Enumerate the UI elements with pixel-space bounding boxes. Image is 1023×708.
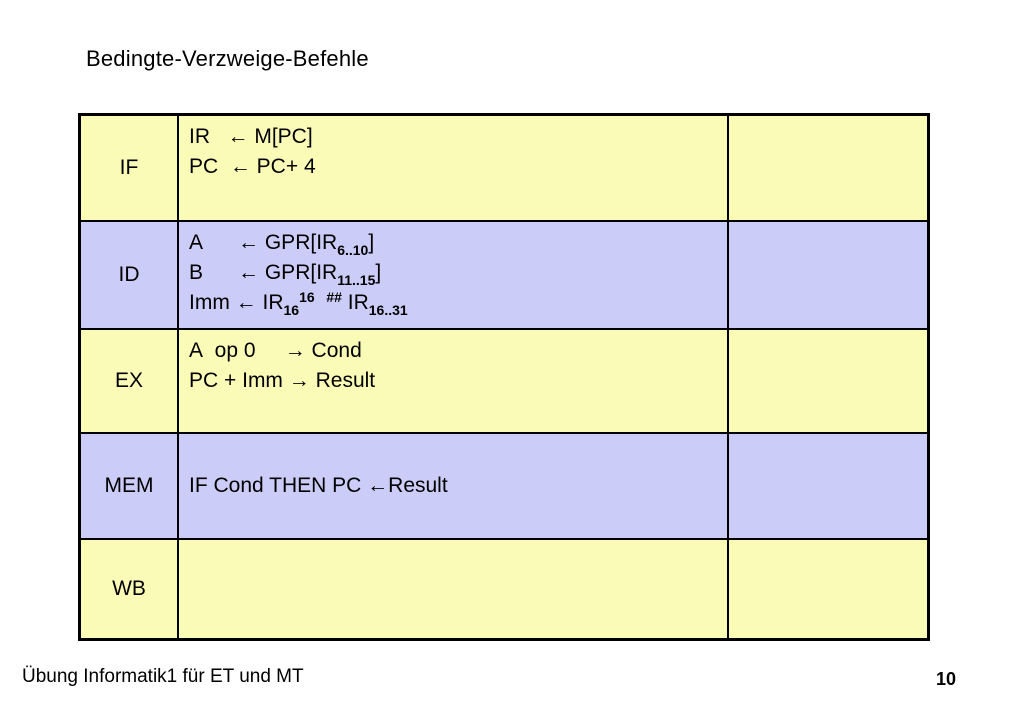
table-row-wb	[81, 540, 927, 638]
stage-label-ex: EX	[81, 330, 179, 432]
empty-cell-ex	[729, 330, 927, 432]
stage-label-wb: WB	[81, 540, 179, 638]
formula-line: PC + Imm → Result	[189, 369, 376, 392]
formula-line: Imm ← $IR_{16}^{16}$ ## $IR_{16..31}$	[189, 289, 408, 318]
content-cell-mem	[179, 434, 729, 538]
formula-line: A op 0 → Cond	[189, 339, 362, 362]
empty-cell-wb	[729, 540, 927, 638]
slide-title: Bedingte-Verzweige-Befehle	[86, 46, 369, 71]
table-row-mem	[81, 434, 927, 540]
content-cell-id	[179, 222, 729, 328]
content-cell-ex	[179, 330, 729, 432]
empty-cell-mem	[729, 434, 927, 538]
empty-cell-id	[729, 222, 927, 328]
formula-line: A ← $GPR[IR_{6..10}]$	[189, 231, 375, 258]
formula-line: IF Cond THEN PC ←Result	[189, 474, 448, 497]
footer-course-label: Übung Informatik1 für ET und MT	[22, 666, 304, 687]
stage-label-mem: MEM	[81, 434, 179, 538]
stage-label-if: IF	[81, 116, 179, 220]
stage-label-id: ID	[81, 222, 179, 328]
formula-line: PC ← PC+ 4	[189, 155, 316, 178]
content-cell-wb	[179, 540, 729, 638]
table-row-if	[81, 116, 927, 222]
pipeline-table	[78, 113, 930, 641]
formula-line: IR ← M[PC]	[189, 125, 313, 148]
table-row-id	[81, 222, 927, 330]
footer-page-number: 10	[936, 669, 957, 689]
table-row-ex	[81, 330, 927, 434]
formula-line: B ← $GPR[IR_{11..15}]$	[189, 261, 382, 288]
content-cell-if	[179, 116, 729, 220]
empty-cell-if	[729, 116, 927, 220]
